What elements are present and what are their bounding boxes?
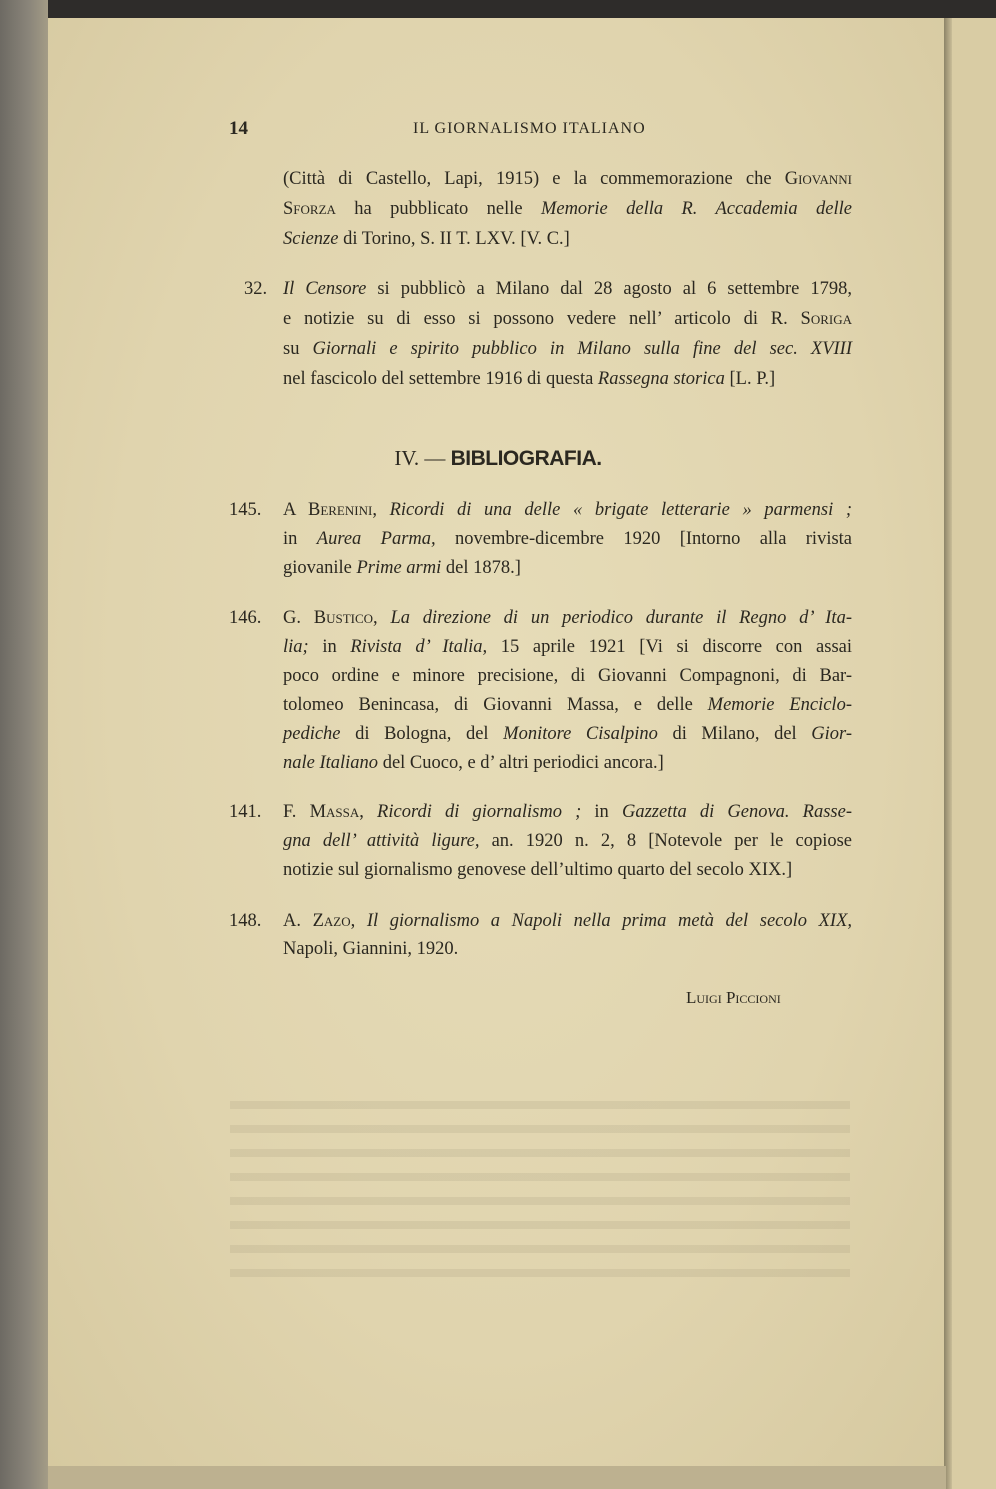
text-run: si pubblicò a Milano dal 28 agosto al 6 settembre 1798, — [366, 279, 852, 299]
entry-number: 141. — [229, 802, 262, 822]
text-run: giovanile — [283, 558, 357, 578]
page-bottom-edge — [48, 1466, 946, 1489]
text-run: , — [350, 911, 367, 931]
italic-title: Ricordi di una delle « brigate letterarie » parmensi ; — [389, 500, 853, 520]
text-line — [283, 938, 458, 960]
author-name: Zazo — [312, 911, 351, 931]
italic-title: lia; — [283, 637, 309, 657]
page-number: 14 — [229, 118, 248, 139]
text-run: F. — [283, 802, 310, 822]
text-line — [229, 910, 852, 932]
text-run: nel fascicolo del settembre 1916 di questa — [283, 369, 598, 389]
text-run: del Cuoco, e d’ altri periodici ancora.] — [378, 753, 664, 773]
text-run: notizie sul giornalismo genovese dell’ultimo quarto del secolo XIX.] — [283, 860, 793, 880]
author-name: Bustico — [313, 608, 374, 628]
text-line — [229, 499, 852, 521]
page-gutter — [944, 18, 952, 1489]
text-line — [283, 198, 852, 220]
author-name: Sforza — [283, 199, 336, 219]
italic-title: La direzione di un periodico durante il Regno d’ Ita- — [390, 608, 852, 628]
italic-title: Giornali e spirito pubblico in Milano sulla fine del sec. XVIII — [312, 339, 852, 359]
text-line — [283, 557, 521, 579]
text-run: G. — [283, 608, 314, 628]
text-line — [283, 665, 852, 687]
italic-title: Il Censore — [283, 279, 367, 299]
italic-title: Ricordi di giornalismo ; — [377, 802, 582, 822]
show-through-text — [230, 1085, 850, 1285]
text-run: , — [372, 500, 390, 520]
italic-title: nale Italiano — [283, 753, 379, 773]
author-name: Soriga — [800, 309, 852, 329]
italic-title: Memorie della R. Accademia delle — [540, 199, 852, 219]
text-run: novembre-dicembre 1920 [Intorno alla rivista — [435, 529, 853, 549]
text-run: Napoli, Giannini, 1920. — [283, 939, 459, 959]
text-run: in — [283, 529, 317, 549]
italic-title: gna dell’ attività ligure, — [283, 831, 480, 851]
text-run: in — [581, 802, 622, 822]
italic-title: Scienze — [283, 229, 339, 249]
author-name: Massa — [309, 802, 360, 822]
text-run: poco ordine e minore precisione, di Giovanni Compagnoni, di Bar- — [283, 666, 852, 686]
italic-title: Memorie Enciclo- — [707, 695, 852, 715]
italic-title: pediche — [283, 724, 341, 744]
text-run: e notizie su di esso si possono vedere nell’ articolo di R. — [283, 309, 801, 329]
author-name: Giovanni — [784, 169, 852, 189]
italic-title: Gior- — [811, 724, 853, 744]
text-run: , — [359, 802, 378, 822]
text-line — [244, 278, 852, 300]
section-title: BIBLIOGRAFIA. — [450, 447, 602, 470]
italic-title: Aurea Parma, — [316, 529, 436, 549]
text-line — [283, 528, 852, 550]
text-run: [L. P.] — [724, 369, 776, 389]
italic-title: Rassegna storica — [597, 369, 725, 389]
author-name: Berenini — [307, 500, 373, 520]
text-run: tolomeo Benincasa, di Giovanni Massa, e delle — [283, 695, 708, 715]
text-line — [283, 694, 852, 716]
text-run: (Città di Castello, Lapi, 1915) e la commemorazione che — [283, 169, 785, 189]
scan-left-edge — [0, 0, 48, 1489]
entry-number: 148. — [229, 911, 262, 931]
text-run: su — [283, 339, 313, 359]
author-signature: Luigi Piccioni — [686, 988, 781, 1007]
text-run: del 1878.] — [441, 558, 521, 578]
section-numeral: IV. — — [394, 446, 446, 470]
text-run: in — [308, 637, 351, 657]
entry-number: 145. — [229, 500, 262, 520]
text-run: di Torino, S. II T. LXV. [V. C.] — [338, 229, 570, 249]
italic-title: Il giornalismo a Napoli nella prima metà del secolo XIX, — [366, 911, 853, 931]
text-line — [283, 830, 852, 852]
text-line — [283, 338, 852, 360]
text-run: A — [283, 500, 308, 520]
text-run: di Bologna, del — [340, 724, 504, 744]
text-run: A. — [283, 911, 313, 931]
text-line — [283, 168, 852, 190]
italic-title: Monitore Cisalpino — [503, 724, 658, 744]
text-run: , — [373, 608, 391, 628]
text-line — [283, 636, 852, 658]
text-run: an. 1920 n. 2, 8 [Notevole per le copiose — [479, 831, 852, 851]
text-line — [283, 723, 852, 745]
running-title: IL GIORNALISMO ITALIANO — [413, 120, 646, 137]
text-line — [283, 368, 775, 390]
text-line — [283, 752, 664, 774]
text-run: 15 aprile 1921 [Vi si discorre con assai — [487, 637, 852, 657]
text-line — [229, 607, 852, 629]
text-line — [283, 228, 570, 250]
text-line — [283, 859, 792, 881]
italic-title: Gazzetta di Genova. Rasse- — [621, 802, 853, 822]
text-run: di Milano, del — [657, 724, 812, 744]
text-run: ha pubblicato nelle — [335, 199, 541, 219]
italic-title: Rivista d’ Italia, — [350, 637, 488, 657]
entry-number: 32. — [244, 279, 268, 299]
text-line — [229, 801, 852, 823]
text-line — [283, 308, 852, 330]
section-heading — [0, 446, 996, 471]
entry-number: 146. — [229, 608, 262, 628]
adjacent-page-edge — [952, 18, 996, 1489]
italic-title: Prime armi — [356, 558, 442, 578]
